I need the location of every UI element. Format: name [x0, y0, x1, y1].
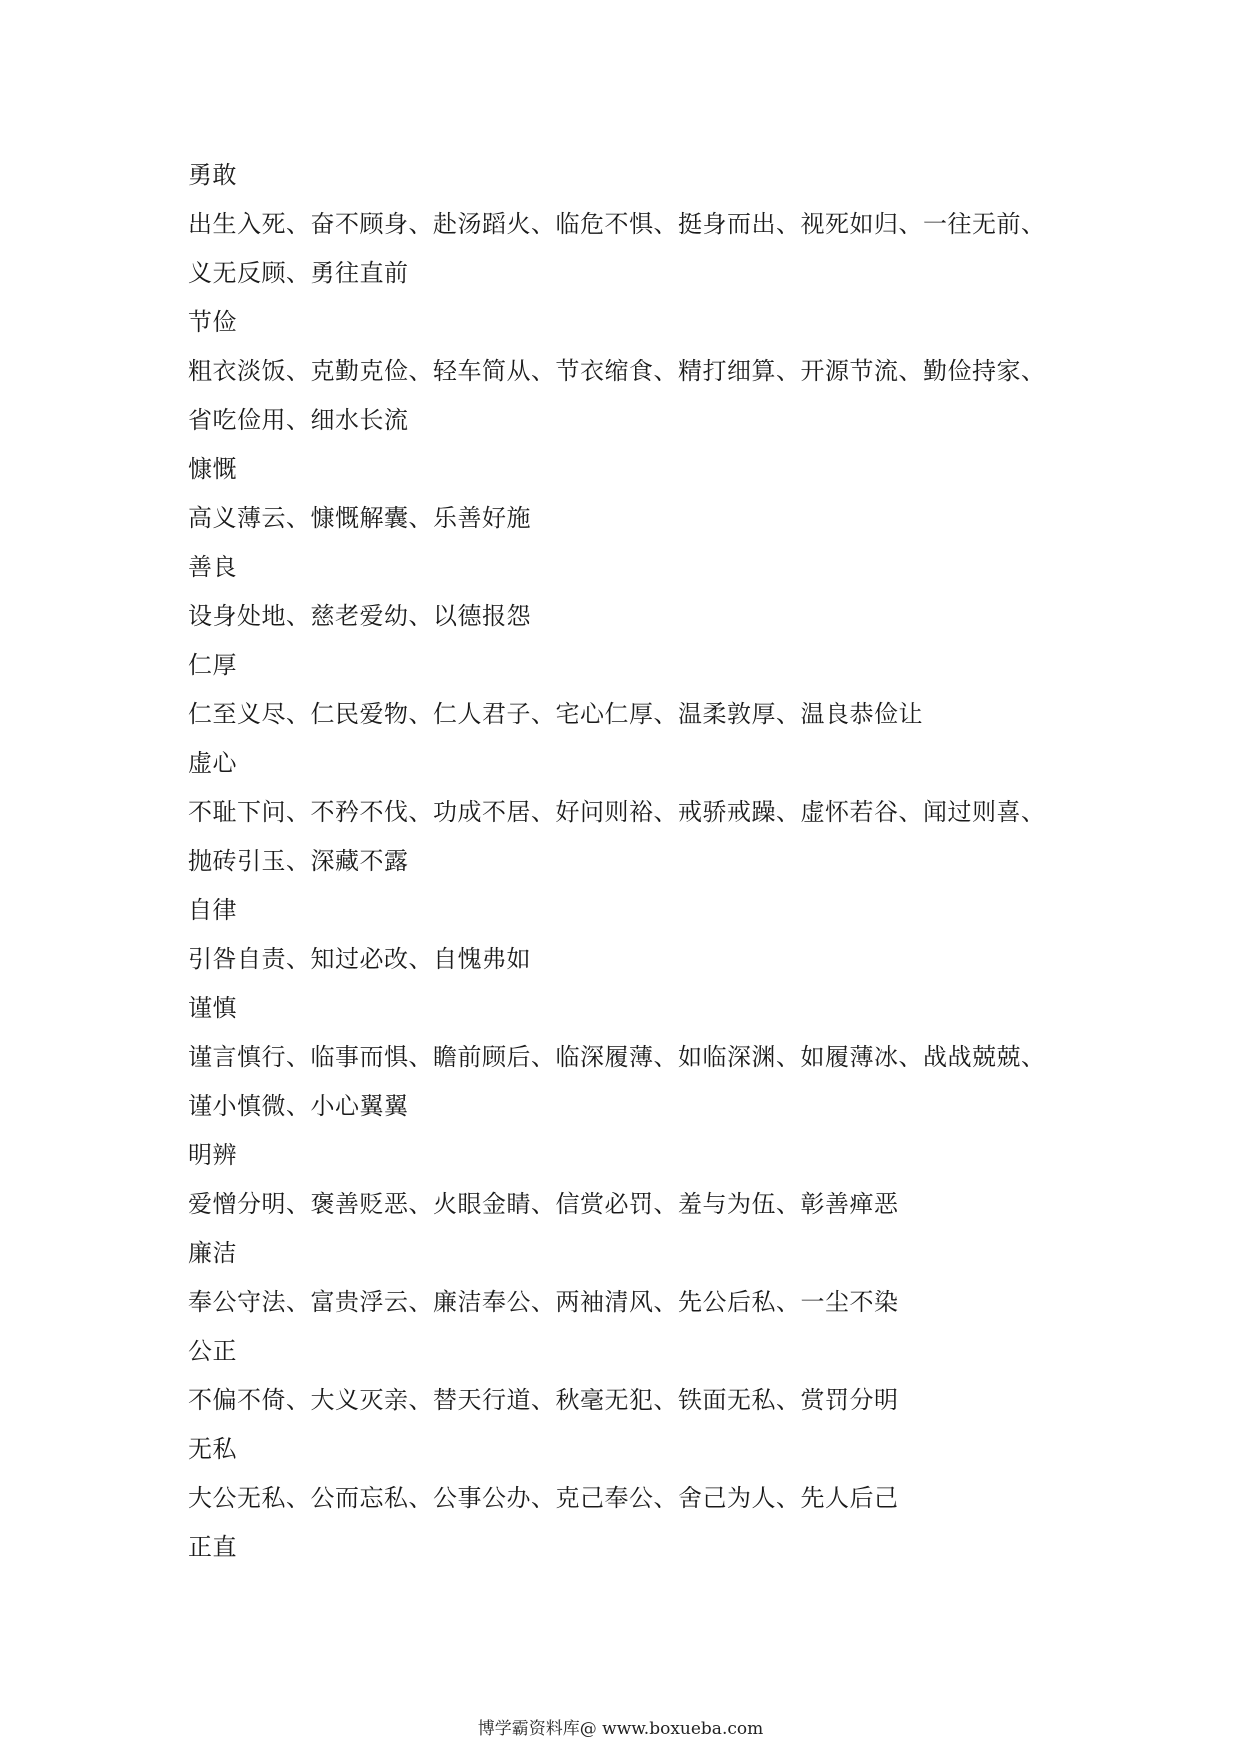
- idiom-line: 爱憎分明、褒善贬恶、火眼金睛、信赏必罚、羞与为伍、彰善瘅恶: [188, 1190, 899, 1218]
- section-heading: 廉洁: [188, 1239, 237, 1267]
- section-heading: 节俭: [188, 308, 237, 336]
- idiom-line: 不偏不倚、大义灭亲、替天行道、秋毫无犯、铁面无私、赏罚分明: [188, 1386, 899, 1414]
- idiom-line: 谨言慎行、临事而惧、瞻前顾后、临深履薄、如临深渊、如履薄冰、战战兢兢、: [188, 1043, 1046, 1071]
- idiom-line: 大公无私、公而忘私、公事公办、克己奉公、舍己为人、先人后己: [188, 1484, 899, 1512]
- section-heading: 慷慨: [188, 455, 237, 483]
- idiom-line: 谨小慎微、小心翼翼: [188, 1092, 409, 1120]
- section-heading: 谨慎: [188, 994, 237, 1022]
- idiom-line: 义无反顾、勇往直前: [188, 259, 409, 287]
- idiom-line: 设身处地、慈老爱幼、以德报怨: [188, 602, 531, 630]
- section-heading: 正直: [188, 1533, 237, 1561]
- idiom-line: 奉公守法、富贵浮云、廉洁奉公、两袖清风、先公后私、一尘不染: [188, 1288, 899, 1316]
- idiom-line: 抛砖引玉、深藏不露: [188, 847, 409, 875]
- section-heading: 勇敢: [188, 161, 237, 189]
- idiom-line: 出生入死、奋不顾身、赴汤蹈火、临危不惧、挺身而出、视死如归、一往无前、: [188, 210, 1046, 238]
- section-heading: 善良: [188, 553, 237, 581]
- section-heading: 公正: [188, 1337, 237, 1365]
- section-heading: 明辨: [188, 1141, 237, 1169]
- idiom-line: 引咎自责、知过必改、自愧弗如: [188, 945, 531, 973]
- idiom-line: 高义薄云、慷慨解囊、乐善好施: [188, 504, 531, 532]
- footer-watermark: 博学霸资料库@ www.boxueba.com: [477, 1719, 764, 1739]
- idiom-line: 不耻下问、不矜不伐、功成不居、好问则裕、戒骄戒躁、虚怀若谷、闻过则喜、: [188, 798, 1046, 826]
- section-heading: 自律: [188, 896, 237, 924]
- section-heading: 虚心: [188, 749, 237, 777]
- section-heading: 仁厚: [188, 651, 237, 679]
- section-heading: 无私: [188, 1435, 237, 1463]
- idiom-line: 粗衣淡饭、克勤克俭、轻车简从、节衣缩食、精打细算、开源节流、勤俭持家、: [188, 357, 1046, 385]
- idiom-line: 省吃俭用、细水长流: [188, 406, 409, 434]
- idiom-line: 仁至义尽、仁民爱物、仁人君子、宅心仁厚、温柔敦厚、温良恭俭让: [188, 700, 923, 728]
- idiom-list: [188, 151, 1088, 1572]
